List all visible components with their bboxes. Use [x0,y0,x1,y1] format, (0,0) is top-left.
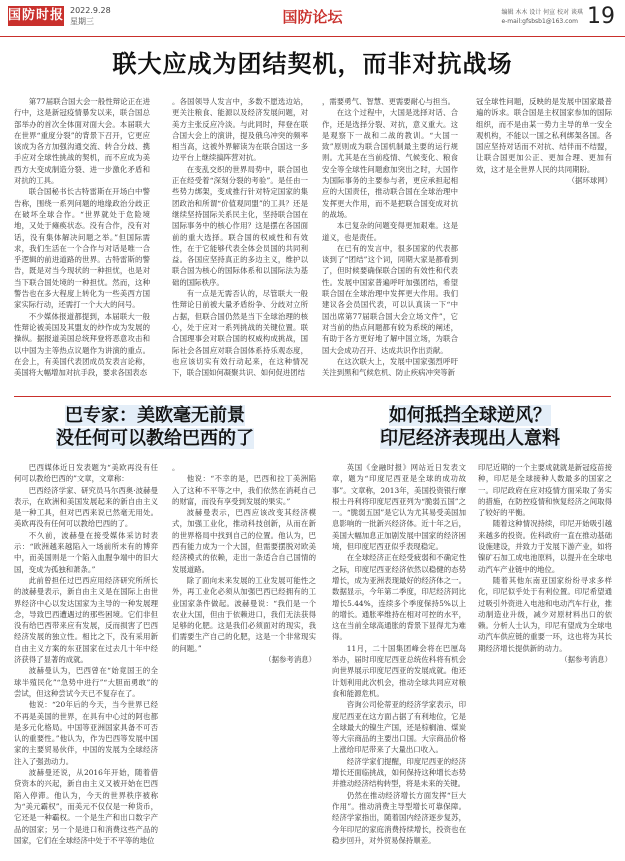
subtitle-left-line1: 巴专家：美欧毫无前景 [65,405,245,426]
article1-column-1 [14,96,150,384]
main-headline: 联大应成为团结契机，而非对抗战场 [112,50,513,78]
article1-column-2 [172,96,308,384]
subtitle-left-line2: 没任何可以教给巴西的了 [56,428,254,449]
subtitle-right-line1: 如何抵挡全球逆风？ [389,405,551,426]
article-paragraph: 他说：“20年后的今天，当今世界已经不再是美国的世界，在具有中心过的阿也都是多元化格局。中国等亚洲国家具备不可否认的重要性。”他认为，作为巴西等发展中国家的主要贸易伙伴，中国的发展为全球经济注入了强劲动力。 [14,700,158,766]
newspaper-logo: 国防时报 [8,6,64,26]
article-paragraph: 有一点是无需否认的，尽管联大一般性辩论日前被大量矛盾纷争、分歧对立所占据，但联合国仍然是当下全球治理的核心，处于应对一系列挑战的关键位置。联合国理事会对联合国的权威构成挑战，国际社会各国应对联合国体系持乐观态度，也应该切实有效行动起来，在这种情况下，联合国如何凝聚共识、如何促进团结 [172,289,308,378]
article-paragraph: ，需要勇气、智慧、更需要耐心与担当。 [322,97,456,106]
weekday-text: 星期三 [70,17,94,26]
article-paragraph: 在变乱交织的世界局势中，联合国也正在经受着“深刻分裂的考验”。是任由一些势力绑架，变成推行针对特定国家的集团政治和所谓“价值观同盟”的工具？还是继续坚持国际关系民主化，坚持联合国在国际事务中的核心作用？这是摆在各国面前的重大选择。联合国的权威性和有效性，在于它能够代表全体会员国的共同利益。各国应坚持真正的多边主义，维护以联合国为核心的国际体系和以国际法为基础的国际秩序。 [172,164,308,287]
article-source: （据环球网） [567,176,612,186]
article-paragraph: 波赫曼表示，巴西应该改变其经济模式，加强工业化，推动科技创新，从而在新的世界格局中找到自己的位置。他认为，巴西有能力成为一个大国，但需要摆脱对欧美经济模式的依赖，走出一条适合自己国情的发展道路。 [172,508,316,574]
article-source: （据参考消息） [264,655,316,665]
credits-text: 编辑 木木 设计 何宣 校对 谈琪 [501,9,583,16]
article-paragraph: 随着其他东南亚国家纷纷寻求多样化，印尼似乎处于有利位置。印尼希望通过吸引外资进入电池和电动汽车行业，推动制造业升级，减少对原材料出口的依赖。分析人士认为，印尼有望成为全球电动汽车供应链的重要一环，这也将为其长期经济增长提供新的动力。 [478,575,612,653]
email-text: e-mail:gfsbsb1@163.com [501,18,578,25]
article-paragraph: 巴西媒体近日发表题为“美欧再没有任何可以教给巴西的”文章，文章称： [14,463,158,484]
article-paragraph: 在已有的发言中，很多国家的代表都谈到了“团结”这个词，同期大家是都看到了，但时候要确保联合国的有效性和代表性。发展中国家普遍呼吁加强团结，希望联合国在全球治理中发挥更大作用。我们建议各会员国代表，可以认真读一下“中国出席第77届联合国大会立场文件”，它对当前的热点问题都有较为系统的阐述，有助于各方更好地了解中国立场，为联合国大会成功召开、达成共识作出贡献。 [322,243,458,355]
article-paragraph: 在这次联大上，发展中国家强烈呼吁关注到黑和气候危机、防止疾病冲突等新 [322,356,458,378]
article-paragraph: 不久前，波赫曼在接受媒体采访时表示：“欧洲越来越陷入一场前所未有的博弈中，而美国则是一个陷入血腥争端中的旧大国，变成为孤独和萧条。” [14,530,158,574]
article-paragraph: 此前曾担任过巴西应用经济研究所所长的波赫曼表示，新自由主义是在国际上由世界经济中心以发达国家为主导的一种发展理念，导致巴西遭遇过的那些困境。它们非但没有给巴西带来应有发展，反而损害了巴西经济发展的独立性。相比之下，没有采用新自由主义方案的东亚国家在过去几十年中经济获得了显著的成就。 [14,575,158,665]
date-text: 2022.9.28 [70,6,111,15]
article-paragraph: 本已复杂的问题变得更加艰难。这是道义，也是责任。 [322,221,458,242]
article-paragraph: 11月，二十国集团峰会将在巴厘岛举办，届时印度尼西亚总统佐科将有机会向世界展示印度尼西亚的发展成就。他还计划利用此次机会，推动全球共同应对粮食和能源危机。 [332,643,466,698]
article-paragraph: 经济学家们提醒，印度尼西亚的经济增长还面临挑战，如何保持这种增长态势并推动经济结构转型，将是未来的关键。 [332,756,466,789]
article-paragraph: 不少媒体报道都提到，本届联大一般性辩论被美国及其盟友的炒作成为发展的操纵。据报道美国总统拜登将恶意攻击和以中国为主等热点议题作为讲演的重点。在会上，有美国代表团成员发表言论称，美国将大幅增加对抗手段，要求各国表态 [14,311,150,378]
section-divider [14,396,611,397]
article-paragraph: 仍然在推动经济增长方面发挥“巨大作用”。推动消费主导型增长可靠保障。经济学家指出，随着国内经济逐步复苏，今年印尼的家庭消费持续增长，投资也在稳步回升，对外贸易保持顺差。 [332,790,466,845]
article1-column-4 [476,96,612,384]
section-title: 国防论坛 [282,8,343,26]
article-paragraph: 在全球经济正在经受疲弱和不确定性之际，印度尼西亚经济依然以稳健的态势增长，成为亚洲表现最好的经济体之一。数据显示，今年第二季度，印尼经济同比增长5.44%，连续多个季度保持5%以上的增长。通胀率维持在相对可控的水平，这在当前全球高通胀的背景下显得尤为难得。 [332,553,466,642]
article-paragraph: 英国《金融时报》网站近日发表文章，题为“印度尼西亚是全球的成功故事”。文章称，2013年，美国投资银行摩根士丹利将印度尼西亚列为“脆弱五国”之一。“脆弱五国”是它认为尤其易受美国加息影响的一批新兴经济体。近十年之后，美国大幅加息正加剧发展中国家的经济困境，但印度尼西亚似乎表现稳定。 [332,463,466,552]
article-paragraph: 波赫曼认为，巴西曾在“始竟国王的全球半殖民化”“急势中进行”“大胆而勇敢”的尝试，但这种尝试今天已不复存在了。 [14,666,158,698]
editor-credits [501,8,583,26]
article-paragraph: 巴西经济学家、研究员马尔西奥·波赫曼表示，在欧洲和美国发展起来的新自由主义是一种工具，但对巴西来说已然毫无用处。美欧再没有任何可以教给巴西的了。 [14,485,158,529]
article-paragraph: 。 [172,463,180,472]
article-paragraph: 在这个过程中，大国是选择对话、合作，还是选择分裂、对抗，意义重大。这是观察下一战和二战的教训。“大国一致”原则成为联合国机制最主要的运行规则。尤其是在当前疫情、气候变化、粮食安全等全球性问题愈加突出之时，大国作为国际事务的主要参与者，更应承担起相应的大国责任，推动联合国在全球治理中发挥更大作用，而不是把联合国变成对抗的战场。 [322,108,458,219]
article-paragraph: 冠全球性问题，反映的是发展中国家最普遍的诉求。联合国是主权国家参加的国际组织，而不是由某一势力主导的单一安全观机构，不能以一国之私利绑架各国。各国应坚持对话而不对抗、结伴而不结盟，让联合国更加公正、更加合理、更加有效，这才是全世界人民的共同期盼。 [476,97,612,174]
article2-column-2 [172,462,316,854]
article-source: （据参考消息） [560,655,612,665]
article-paragraph: 除了面向未来发展的工业发展可能性之外，再工业化必须从加强巴西已经拥有的工业国家条件做起。波赫曼说：“我们是一个农业大国，但由于依赖进口，我们无法获得足够的化肥。这是我们必须面对的现实，我们需要生产自己的化肥，这是一个非常现实的问题。” [172,575,316,653]
article-paragraph: 第77届联合国大会一般性辩论正在进行中，这是新冠疫情暴发以来，联合国总部举办的首次全体面对面大会。本届联大在世界“重度分裂”的背景下召开，它更应该成为各方加强沟通交流、转合分歧、携手应对全球性挑战的契机，而不应成为美西方大变成制造分裂、进一步激化矛盾和对抗的工具。 [14,97,150,186]
subtitle-right-line2: 印尼经济表现出人意料 [380,428,560,449]
article3-column-2 [478,462,612,854]
page-number: 19 [587,4,615,29]
article-paragraph: 咨询公司伦蒂亚的经济学家表示，印度尼西亚在这方面占据了有利地位，它是全球最大的镍生产国，还是棕榈油、煤炭等大宗商品的主要出口国。大宗商品价格上涨给印尼带来了大量出口收入。 [332,700,466,755]
article-paragraph: 他说：“不幸的是，巴西和拉丁美洲陷入了这种不平等之中，我们依然在消耗自己的财富，而没有享受到发展的果实。” [172,474,316,506]
subtitle-left [20,404,290,450]
article2-column-1 [14,462,158,854]
article-paragraph: 联合国秘书长古特雷斯在开场白中警告称，围绕一系列问题的地缘政治分歧正在破坏全球合作。“世界就处于危险境地，又处于瘫痪状态。没有合作，没有对话，没有集体解决问题之举。”但国际需求，我们生活在一个合作与对话是唯一合乎逻辑的前进道路的世界。古特雷斯的警告，既是对当今现状的一种担忧，也是对当下联合国处境的一种担忧。然而，这种警告也在多大程度上转化为一些美西方国家实际行动，还需打一个大大的问号。 [14,187,150,310]
article-paragraph: 印尼近期的一个主要成就就是新冠疫苗接种，印尼是全球接种人数最多的国家之一。印尼政府在应对疫情方面采取了务实的措施，在防控疫情和恢复经济之间取得了较好的平衡。 [478,463,612,518]
page-header [0,0,625,37]
article-paragraph: 随着这种情况持续，印尼开始吸引越来越多的投资。佐科政府一直在推动基础设施建设，并致力于发展下游产业，如将镍矿石加工成电池原料，以提升在全球电动汽车产业链中的地位。 [478,519,612,574]
article-paragraph: 。各国领导人发言中，多数不愿选边站，更关注粮食、能源以及经济发展问题，对美方主张反应冷淡。与此同时，拜登在联合国大会上的演讲，提及俄乌冲突的频率相当高，这被外界解读为在联合国这一多边平台上继续搞阵营对抗。 [172,97,308,163]
article-paragraph: 波赫曼还说，从2016年开始，随着借贷资本的兴起，新自由主义又被开始在巴西陷入停滞。他认为，今天的世界秩序被称为“美元霸权”，而美元不仅仅是一种货币，它还是一种霸权。一个是生产和出口数字产品的国家；另一个是进口和消费这些产品的国家，它们在全球经济中处于不平等的地位 [14,768,158,845]
article1-column-3 [322,96,458,384]
subtitle-right [330,404,610,450]
article3-column-1 [332,462,466,854]
